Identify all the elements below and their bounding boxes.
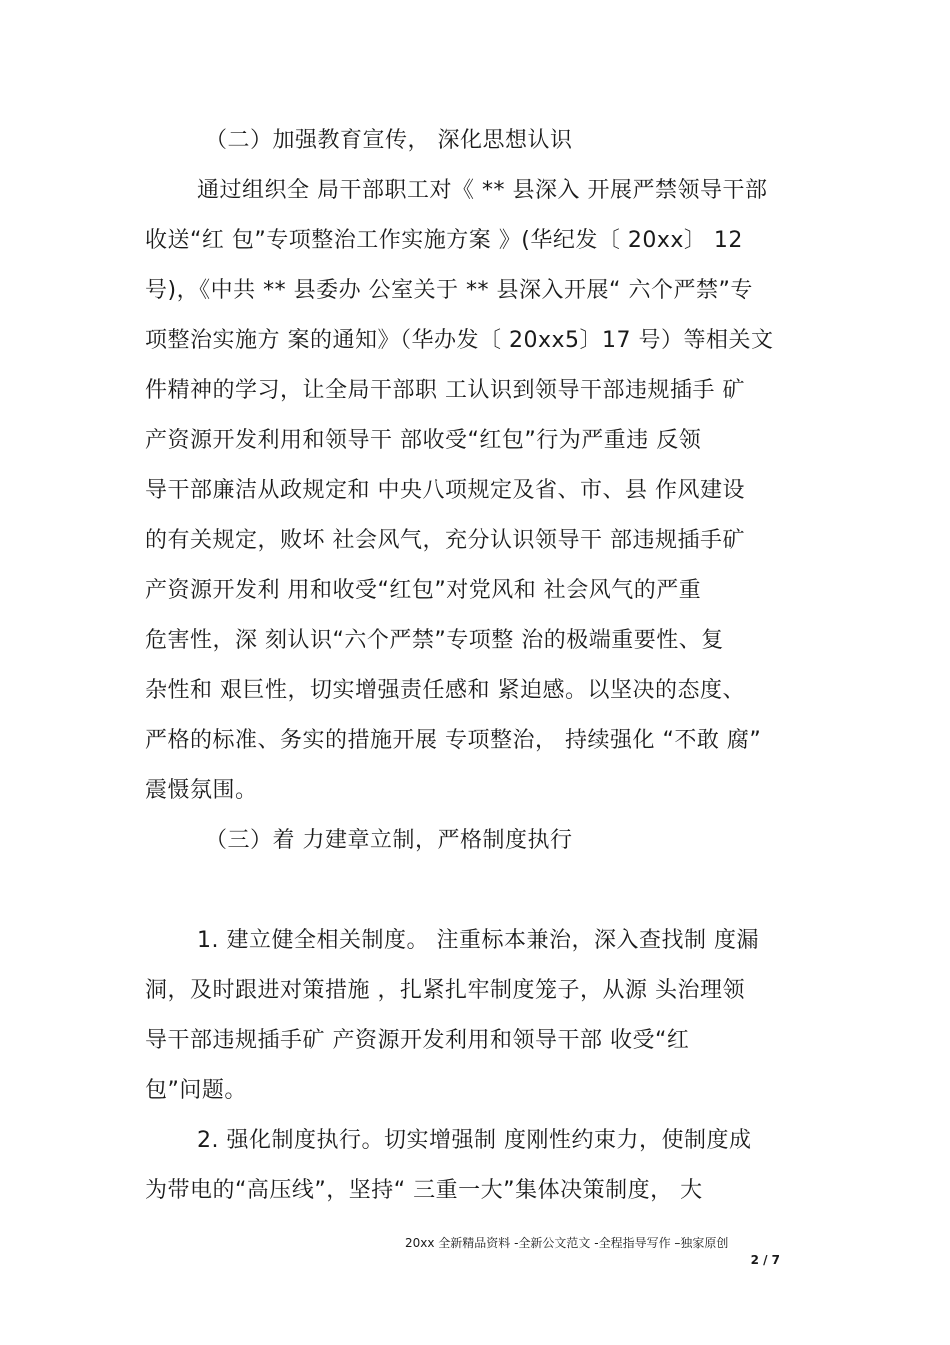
section-2 (145, 116, 810, 866)
paragraph-line: 通过组织全 局干部职工对《 ** 县深入 开展严禁领导干部 (197, 178, 768, 203)
paragraph-line: 导干部违规插手矿 产资源开发利用和领导干部 收受“红 (145, 1028, 690, 1053)
section-3-heading: （三）着 力建章立制，严格制度执行 (205, 828, 573, 853)
paragraph-line: 为带电的“高压线”，坚持“ 三重一大”集体决策制度， 大 (145, 1178, 703, 1203)
section-3-body (145, 916, 810, 1216)
section-2-heading: （二）加强教育宣传， 深化思想认识 (205, 128, 573, 153)
page-number: 2 / 7 (750, 1253, 780, 1267)
paragraph-line: 包”问题。 (145, 1078, 247, 1103)
paragraph-line: 严格的标准、务实的措施开展 专项整治， 持续强化 “不敢 腐” (145, 728, 762, 753)
paragraph-line: 产资源开发利用和领导干 部收受“红包”行为严重违 反领 (145, 428, 702, 453)
paragraph-line: 2. 强化制度执行。切实增强制 度刚性约束力，使制度成 (197, 1128, 752, 1153)
paragraph-line: 产资源开发利 用和收受“红包”对党风和 社会风气的严重 (145, 578, 702, 603)
paragraph-line: 导干部廉洁从政规定和 中央八项规定及省、市、县 作风建设 (145, 478, 745, 503)
paragraph-line: 危害性，深 刻认识“六个严禁”专项整 治的极端重要性、复 (145, 628, 724, 653)
paragraph-line: 号)，《中共 ** 县委办 公室关于 ** 县深入开展“ 六个严禁”专 (145, 278, 753, 303)
paragraph-line: 杂性和 艰巨性，切实增强责任感和 紧迫感。以坚决的态度、 (145, 678, 745, 703)
paragraph-line: 震慑氛围。 (145, 778, 258, 803)
paragraph-line: 1. 建立健全相关制度。 注重标本兼治，深入查找制 度漏 (197, 928, 759, 953)
paragraph-line: 项整治实施方 案的通知》（华办发〔 20xx5〕17 号）等相关文 (145, 328, 774, 353)
footer-text: 20xx 全新精品资料 -全新公文范文 -全程指导写作 –独家原创 (405, 1236, 729, 1250)
paragraph-line: 洞，及时跟进对策措施 ，扎紧扎牢制度笼子，从源 头治理领 (145, 978, 745, 1003)
paragraph-line: 的有关规定，败坏 社会风气，充分认识领导干 部违规插手矿 (145, 528, 745, 553)
paragraph-line: 件精神的学习，让全局干部职 工认识到领导干部违规插手 矿 (145, 378, 745, 403)
paragraph-line: 收送“红 包”专项整治工作实施方案 》(华纪发〔 20xx〕 12 (145, 228, 743, 253)
